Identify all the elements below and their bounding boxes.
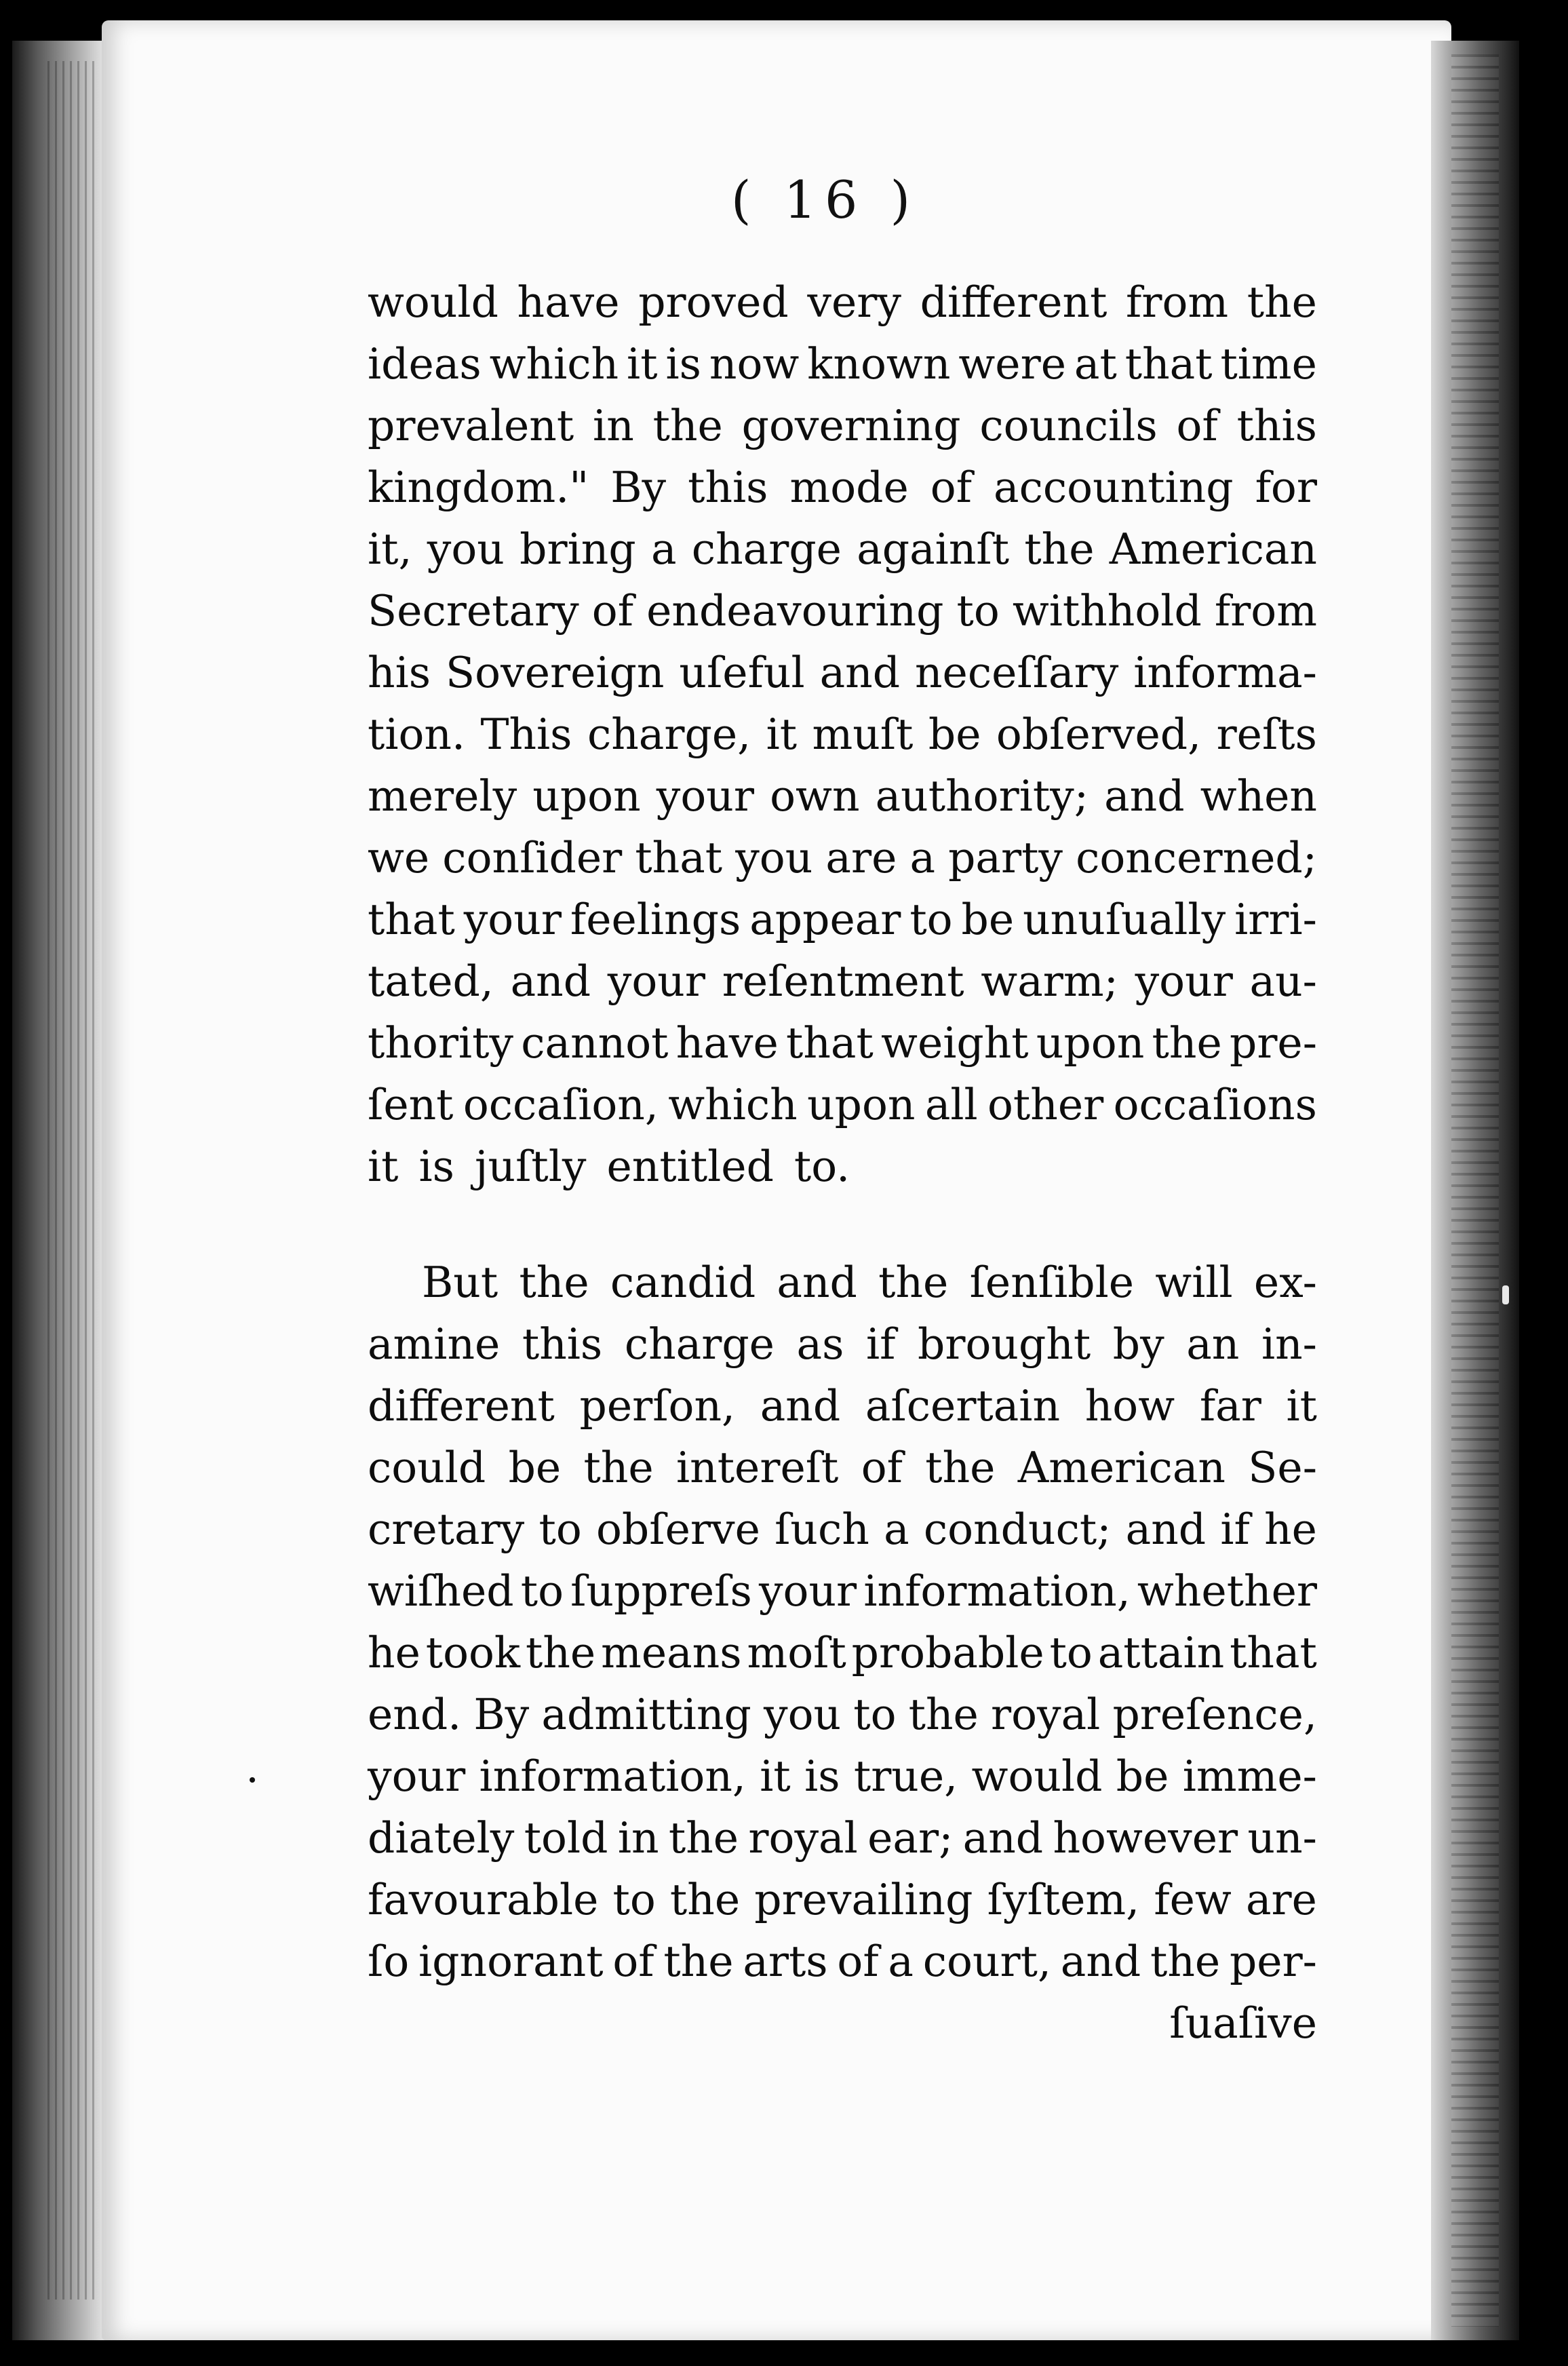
text-line: favourable to the prevailing ſyſtem, few are <box>368 1875 1317 1924</box>
text-line: that your feelings appear to be unuſually irri- <box>368 895 1317 944</box>
text-line: we conſider that you are a party concerned; <box>368 833 1317 883</box>
bleed-mark <box>1502 1285 1509 1304</box>
text-line: diately told in the royal ear; and however un- <box>368 1813 1317 1863</box>
right-page-bleed-texture <box>1451 54 1499 2327</box>
catchword: ſuaſive <box>1169 1998 1317 2048</box>
text-line: But the candid and the ſenſible will ex- <box>422 1258 1317 1307</box>
text-line: it is juſtly entitled to. <box>368 1142 850 1191</box>
paragraph-1 <box>368 271 1317 1197</box>
text-line: different perſon, and aſcertain how far it <box>368 1381 1317 1431</box>
paragraph-2 <box>368 1252 1317 1992</box>
left-binding-lines <box>47 61 95 2300</box>
text-line: end. By admitting you to the royal preſence, <box>368 1690 1317 1739</box>
text-line: ideas which it is now known were at that time <box>368 339 1317 389</box>
text-line: would have proved very different from the <box>368 277 1317 327</box>
text-line: tated, and your reſentment warm; your au- <box>368 956 1317 1006</box>
text-line: merely upon your own authority; and when <box>368 771 1317 821</box>
text-line: could be the intereſt of the American Se- <box>368 1443 1317 1492</box>
body-text <box>368 271 1317 2054</box>
text-line: Secretary of endeavouring to withhold from <box>368 586 1317 636</box>
text-line: cretary to obſerve ſuch a conduct; and if he <box>368 1505 1317 1554</box>
text-line: kingdom." By this mode of accounting for <box>368 463 1317 512</box>
text-line: ſent occaſion, which upon all other occaſions <box>368 1080 1317 1129</box>
text-line: it, you bring a charge againſt the American <box>368 524 1317 574</box>
text-line: ſo ignorant of the arts of a court, and the per- <box>368 1937 1317 1986</box>
text-line: your information, it is true, would be imme- <box>368 1751 1317 1801</box>
page-number: ( 16 ) <box>730 170 919 230</box>
text-line: prevalent in the governing councils of this <box>368 401 1317 450</box>
margin-dot <box>250 1777 255 1783</box>
text-line: his Sovereign uſeful and neceſſary informa- <box>368 648 1317 697</box>
text-line: amine this charge as if brought by an in- <box>368 1319 1317 1369</box>
text-line: tion. This charge, it muſt be obſerved, reſts <box>368 710 1317 759</box>
text-line: he took the means moſt probable to attain that <box>368 1628 1317 1677</box>
paragraph-gap <box>368 1197 1317 1252</box>
text-line: wiſhed to ſuppreſs your information, whether <box>368 1566 1317 1616</box>
text-line: thority cannot have that weight upon the pre- <box>368 1018 1317 1068</box>
